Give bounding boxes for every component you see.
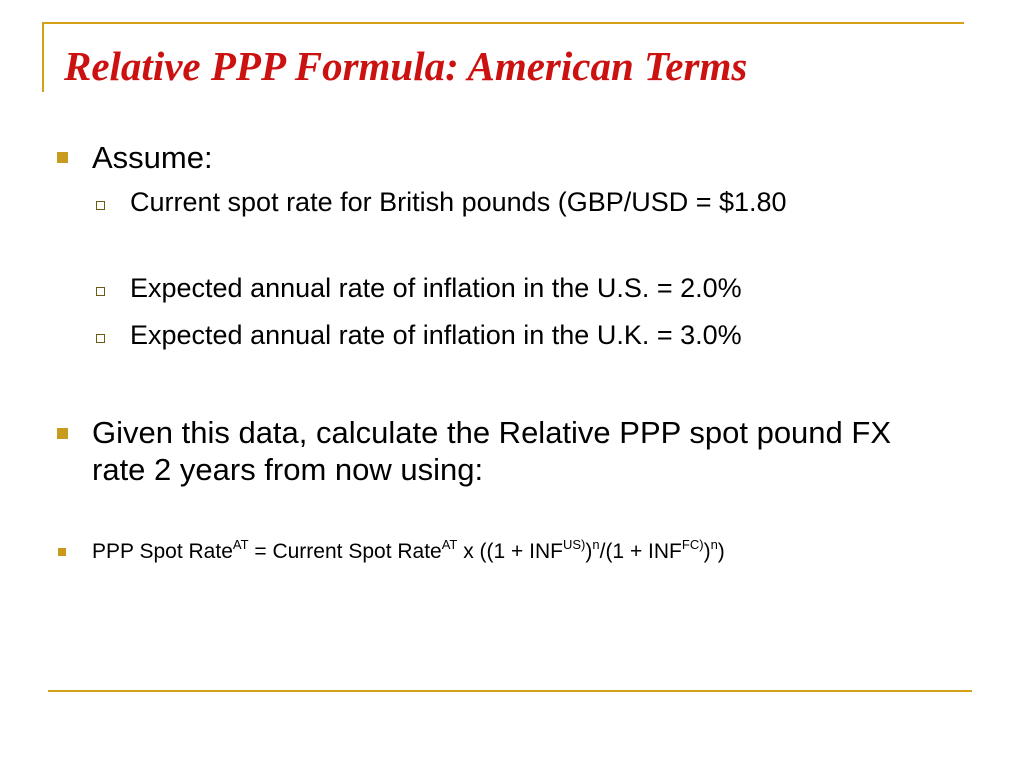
bullet-given-data: Given this data, calculate the Relative PPP spot pound FX rate 2 years from now using: bbox=[92, 415, 892, 487]
square-bullet-icon bbox=[57, 152, 68, 163]
formula-term: PPP Spot Rate bbox=[92, 540, 233, 563]
formula-superscript: AT bbox=[441, 537, 458, 552]
hollow-square-bullet-icon bbox=[96, 334, 105, 343]
formula-term: /(1 + INF bbox=[599, 540, 682, 563]
hollow-square-bullet-icon bbox=[96, 201, 105, 210]
slide-title: Relative PPP Formula: American Terms bbox=[64, 43, 748, 89]
formula-term: ) bbox=[585, 540, 593, 563]
sub-bullet-us-inflation: Expected annual rate of inflation in the U.S. = 2.0% bbox=[130, 273, 742, 303]
formula-term: ) bbox=[703, 540, 711, 563]
sub-bullet-uk-inflation: Expected annual rate of inflation in the U.K. = 3.0% bbox=[130, 320, 742, 350]
bullet-assume: Assume: bbox=[92, 140, 213, 175]
frame-bottom-rule bbox=[48, 690, 972, 692]
frame-top-rule bbox=[42, 22, 964, 24]
sub-bullet-spot-rate: Current spot rate for British pounds (GBP/USD = $1.80 bbox=[130, 187, 787, 217]
formula-line bbox=[92, 538, 992, 566]
formula-superscript: AT bbox=[232, 537, 249, 552]
formula-superscript: FC) bbox=[681, 537, 704, 552]
square-bullet-icon bbox=[58, 548, 66, 556]
formula-term: ) bbox=[717, 540, 725, 563]
hollow-square-bullet-icon bbox=[96, 287, 105, 296]
frame-left-rule bbox=[42, 22, 44, 92]
formula-superscript: US) bbox=[562, 537, 586, 552]
formula-term: = Current Spot Rate bbox=[248, 540, 442, 563]
formula-superscript: n bbox=[710, 537, 718, 552]
square-bullet-icon bbox=[57, 428, 68, 439]
formula-superscript: n bbox=[592, 537, 600, 552]
formula-term: x ((1 + INF bbox=[457, 540, 563, 563]
